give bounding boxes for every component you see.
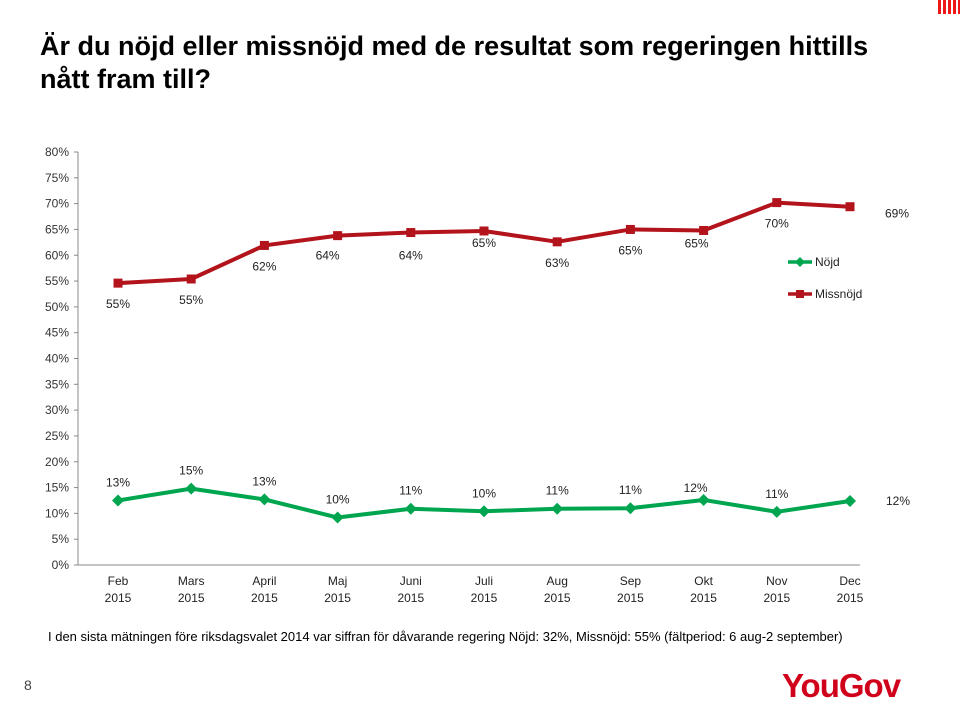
nojd-point: [332, 512, 344, 524]
x-tick-label-year: 2015: [763, 591, 791, 605]
nojd-data-label: 15%: [179, 463, 204, 478]
y-tick-label: 0%: [51, 558, 69, 572]
y-tick-label: 5%: [51, 532, 69, 547]
legend-label: Missnöjd: [815, 287, 863, 301]
nojd-data-label: 11%: [765, 486, 789, 501]
x-tick-label: Mars: [177, 574, 205, 588]
y-tick-label: 20%: [44, 454, 69, 469]
x-tick-label: Feb: [107, 574, 129, 588]
nojd-point: [624, 502, 636, 514]
y-tick-label: 15%: [44, 480, 69, 495]
x-tick-label: Dec: [839, 574, 861, 588]
nojd-data-label: 10%: [325, 492, 350, 507]
missnojd-point: [699, 226, 708, 235]
nojd-point: [258, 493, 270, 505]
y-tick-label: 35%: [44, 377, 69, 392]
x-tick-label: April: [252, 574, 277, 588]
legend-label: Nöjd: [815, 255, 840, 269]
x-tick-label: Okt: [694, 574, 713, 588]
x-tick-label-year: 2015: [617, 591, 644, 605]
x-axis-ticks: [105, 574, 864, 605]
missnojd-data-label: 64%: [315, 248, 340, 263]
footnote: I den sista mätningen före riksdagsvalet 2014 var siffran för dåvarande regering Nöjd: 32%, Missnöjd: 55% (fältperiod: 6 aug-2 september): [48, 629, 843, 644]
missnojd-point: [187, 274, 196, 283]
missnojd-point: [626, 225, 635, 234]
missnojd-data-label: 63%: [545, 255, 570, 270]
nojd-point: [185, 483, 197, 495]
nojd-data-label: 11%: [399, 483, 423, 498]
nojd-data-label: 10%: [471, 486, 497, 501]
y-tick-label: 30%: [44, 403, 69, 418]
y-tick-label: 60%: [44, 248, 69, 263]
y-tick-label: 25%: [44, 428, 69, 443]
nojd-data-label: 13%: [105, 475, 131, 490]
slide-title: Är du nöjd eller missnöjd med de resultat som regeringen hittills nått fram till?: [40, 31, 869, 94]
missnojd-data-label: 62%: [252, 259, 277, 274]
nojd-point: [844, 495, 856, 507]
missnojd-data-label: 64%: [398, 248, 423, 263]
x-tick-label-year: 2015: [543, 591, 571, 605]
missnojd-point: [114, 279, 123, 288]
nojd-point: [478, 505, 490, 517]
nojd-data-label: 12%: [885, 493, 911, 508]
y-tick-label: 80%: [44, 145, 69, 159]
missnojd-point: [480, 226, 489, 235]
x-tick-label-year: 2015: [397, 591, 425, 605]
legend-marker: [795, 257, 805, 267]
missnojd-point: [846, 202, 855, 211]
missnojd-point: [333, 231, 342, 240]
page-number: 8: [24, 677, 32, 693]
x-tick-label: Aug: [546, 574, 568, 588]
nojd-data-label: 11%: [618, 483, 642, 498]
y-tick-label: 45%: [44, 325, 69, 340]
x-tick-label-year: 2015: [470, 591, 498, 605]
x-tick-label-year: 2015: [104, 591, 132, 605]
y-tick-label: 50%: [44, 299, 69, 314]
nojd-point: [405, 503, 417, 515]
missnojd-point: [406, 228, 415, 237]
missnojd-data-label: 55%: [105, 297, 131, 312]
missnojd-point: [772, 198, 781, 207]
data-labels: [106, 207, 910, 508]
x-tick-label: Juli: [474, 574, 494, 588]
nojd-point: [698, 494, 710, 506]
x-tick-label-year: 2015: [324, 591, 351, 605]
missnojd-data-label: 65%: [684, 236, 709, 251]
chart-legend: [788, 255, 862, 301]
x-tick-label: Sep: [619, 574, 642, 588]
nojd-data-label: 11%: [545, 483, 569, 498]
missnojd-data-label: 69%: [884, 206, 910, 221]
x-tick-label-year: 2015: [251, 591, 278, 605]
x-tick-label-year: 2015: [177, 591, 205, 605]
missnojd-data-label: 70%: [764, 216, 789, 231]
missnojd-data-label: 55%: [179, 292, 204, 307]
missnojd-data-label: 65%: [471, 235, 497, 250]
x-tick-label: Nov: [766, 574, 788, 588]
y-tick-label: 65%: [44, 222, 69, 237]
x-tick-label: Juni: [399, 574, 422, 588]
nojd-data-label: 13%: [252, 474, 277, 489]
x-tick-label-year: 2015: [690, 591, 717, 605]
missnojd-point: [553, 237, 562, 246]
y-tick-label: 55%: [44, 274, 69, 289]
y-tick-label: 10%: [44, 506, 69, 521]
nojd-point: [112, 494, 124, 506]
missnojd-data-label: 65%: [618, 243, 643, 258]
nojd-point: [551, 503, 563, 515]
y-tick-label: 75%: [44, 170, 69, 185]
nojd-data-label: 12%: [683, 480, 708, 495]
yougov-logo: YouGov: [782, 667, 901, 704]
missnojd-point: [260, 241, 269, 250]
y-tick-label: 40%: [44, 351, 69, 366]
legend-marker: [796, 290, 804, 298]
nojd-point: [771, 506, 783, 518]
x-tick-label: Maj: [327, 574, 348, 588]
x-tick-label-year: 2015: [836, 591, 864, 605]
y-tick-label: 70%: [44, 196, 69, 211]
y-axis-ticks: [45, 145, 78, 572]
